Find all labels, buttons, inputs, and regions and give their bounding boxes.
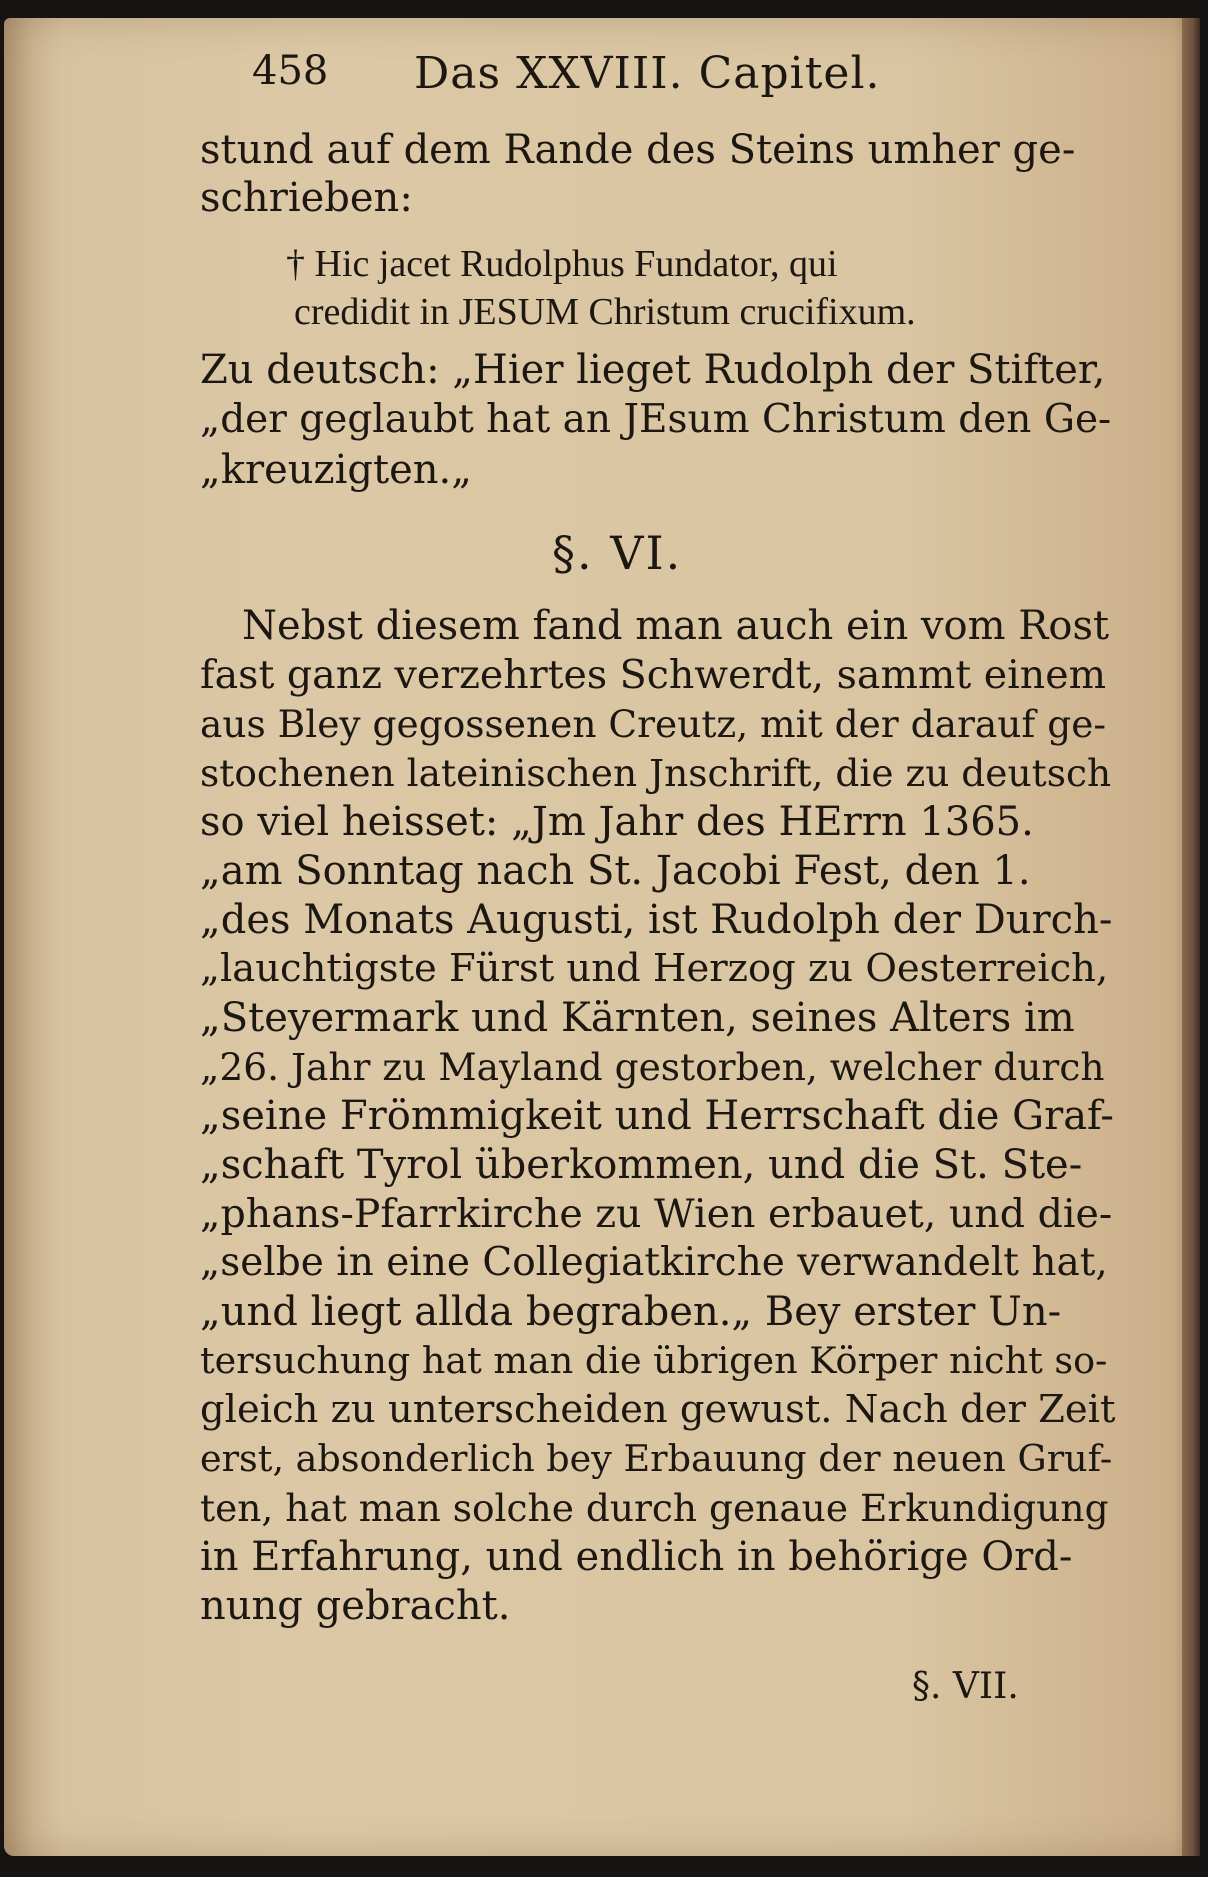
text-line: „kreuzigten.„: [200, 447, 472, 493]
text-line: tersuchung hat man die übrigen Körper nicht so-: [200, 1339, 1108, 1382]
text-line: gleich zu unterscheiden gewust. Nach der Zeit: [200, 1387, 1116, 1432]
text-line: „schaft Tyrol überkommen, und die St. Ste-: [200, 1142, 1083, 1188]
text-line: „selbe in eine Collegiatkirche verwandelt hat,: [200, 1240, 1108, 1285]
text-line: „26. Jahr zu Mayland gestorben, welcher durch: [200, 1045, 1105, 1089]
chapter-title: Das XXVIII. Capitel.: [414, 48, 881, 99]
text-line: † Hic jacet Rudolphus Fundator, qui: [286, 243, 838, 285]
text-line: erst, absonderlich bey Erbauung der neuen Gruf-: [200, 1437, 1113, 1480]
text-line: in Erfahrung, und endlich in behörige Ord-: [200, 1534, 1073, 1580]
text-line: nung gebracht.: [200, 1583, 511, 1629]
text-line: „am Sonntag nach St. Jacobi Fest, den 1.: [200, 848, 1031, 894]
text-line: stund auf dem Rande des Steins umher ge-: [200, 127, 1076, 173]
text-line: „des Monats Augusti, ist Rudolph der Durch-: [200, 897, 1113, 943]
text-line: schrieben:: [200, 175, 413, 221]
text-line: „seine Frömmigkeit und Herrschaft die Graf-: [200, 1093, 1114, 1139]
text-line: credidit in JESUM Christum crucifixum.: [294, 291, 916, 333]
text-line: fast ganz verzehrtes Schwerdt, sammt einem: [200, 652, 1107, 698]
book-page: [4, 18, 1200, 1856]
text-line: „Steyermark und Kärnten, seines Alters im: [200, 995, 1075, 1041]
text-line: aus Bley gegossenen Creutz, mit der darauf ge-: [200, 702, 1107, 746]
text-line: stochenen lateinischen Jnschrift, die zu deutsch: [200, 751, 1112, 795]
text-line: ten, hat man solche durch genaue Erkundigung: [200, 1486, 1109, 1530]
page-number: 458: [252, 48, 329, 94]
text-line: Zu deutsch: „Hier lieget Rudolph der Stifter,: [200, 347, 1106, 393]
page-text: [4, 18, 1200, 1856]
text-line: „und liegt allda begraben.„ Bey erster Un-: [200, 1289, 1062, 1335]
text-line: Nebst diesem fand man auch ein vom Rost: [242, 603, 1110, 649]
catchword: §. VII.: [912, 1666, 1019, 1707]
text-line: „phans-Pfarrkirche zu Wien erbauet, und die-: [200, 1191, 1113, 1237]
section-heading: §. VI.: [552, 526, 683, 580]
text-line: „der geglaubt hat an JEsum Christum den Ge-: [200, 397, 1112, 442]
text-line: „lauchtigste Fürst und Herzog zu Oesterreich,: [200, 946, 1109, 991]
text-line: so viel heisset: „Jm Jahr des HErrn 1365.: [200, 799, 1034, 845]
